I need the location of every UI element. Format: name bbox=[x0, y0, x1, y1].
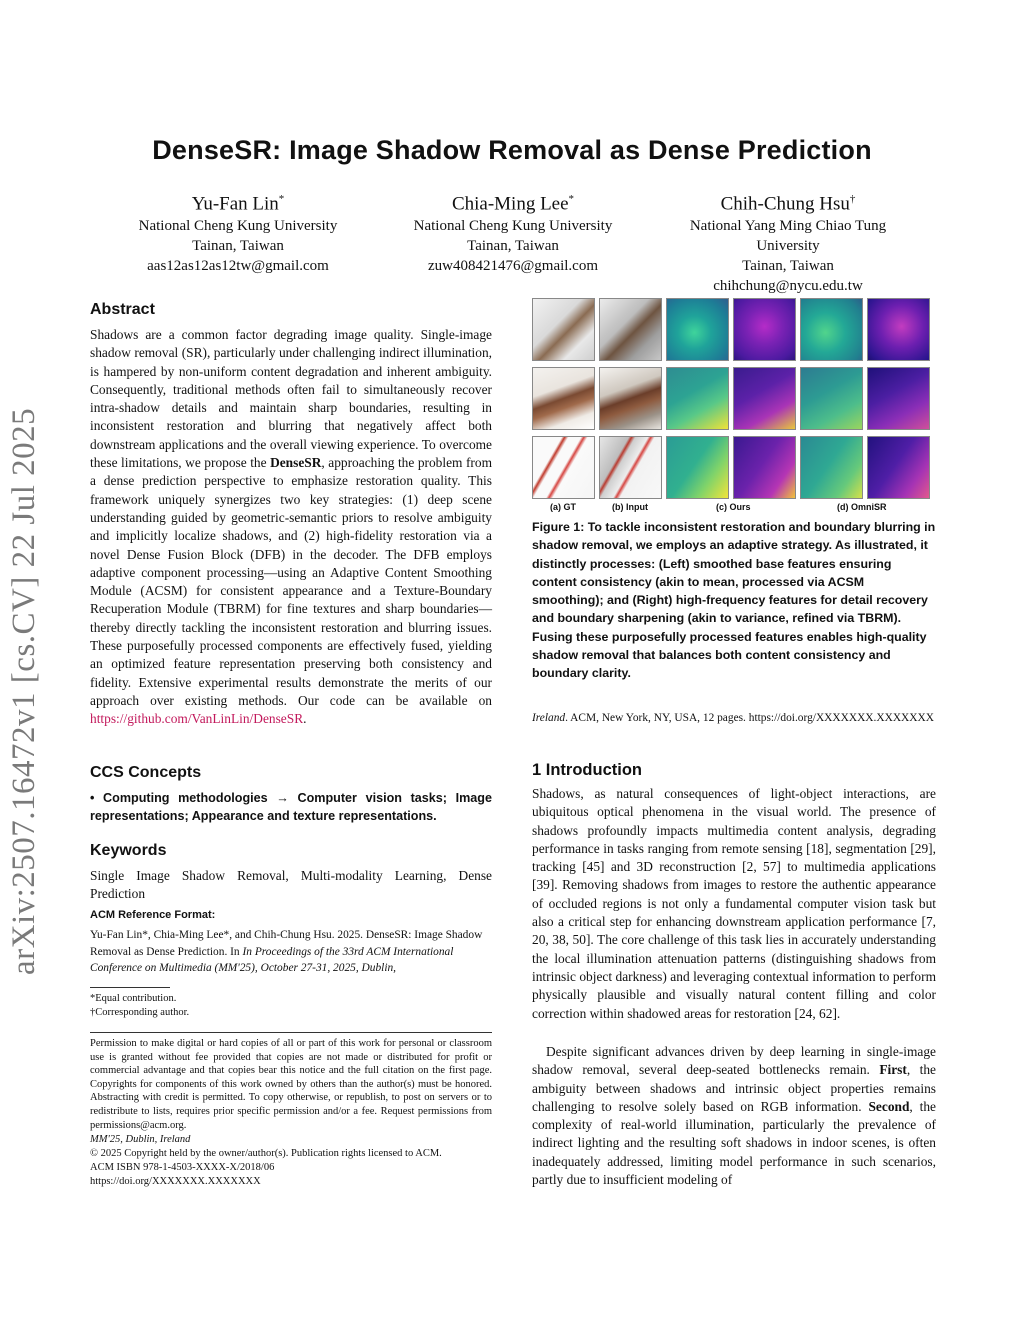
input-image bbox=[599, 436, 662, 499]
figure-label-ours: (c) Ours bbox=[716, 502, 751, 512]
author-name: Yu-Fan Lin bbox=[191, 193, 279, 215]
figure-label-omnisr: (d) OmniSR bbox=[837, 502, 887, 512]
keywords-heading: Keywords bbox=[90, 842, 167, 859]
figure-label-input: (b) Input bbox=[612, 502, 648, 512]
acm-ref-heading: ACM Reference Format: bbox=[90, 909, 216, 921]
intro-p2-text: Despite significant advances driven by deep learning in single-image shadow removal, several deep-seated bottlenecks remain. bbox=[532, 1044, 936, 1078]
author-affiliation: National Cheng Kung University bbox=[138, 218, 338, 235]
author-location: Tainan, Taiwan bbox=[467, 238, 559, 255]
ours-detail-map bbox=[733, 298, 796, 361]
method-name: DenseSR bbox=[270, 455, 322, 471]
ours-smoothed-map bbox=[666, 436, 729, 499]
footnote-corresponding: †Corresponding author. bbox=[90, 1007, 190, 1018]
omnisr-detail-map bbox=[867, 436, 930, 499]
author-location: Tainan, Taiwan bbox=[192, 238, 284, 255]
copyright: © 2025 Copyright held by the owner/author(s). Publication rights licensed to ACM. bbox=[90, 1148, 442, 1159]
omnisr-detail-map bbox=[867, 367, 930, 430]
author-affiliation: National Cheng Kung University bbox=[413, 218, 613, 235]
author-mark: * bbox=[568, 193, 575, 205]
ours-detail-map bbox=[733, 367, 796, 430]
author-name: Chih-Chung Hsu bbox=[720, 193, 850, 215]
input-image bbox=[599, 367, 662, 430]
abstract-heading: Abstract bbox=[90, 301, 155, 318]
code-link[interactable]: https://github.com/VanLinLin/DenseSR bbox=[90, 711, 304, 727]
author-block-2 bbox=[383, 187, 643, 276]
ours-smoothed-map bbox=[666, 298, 729, 361]
acm-ref-continued bbox=[532, 710, 936, 727]
keywords-text: Single Image Shadow Removal, Multi-modality Learning, Dense Prediction bbox=[90, 868, 492, 902]
omnisr-smoothed-map bbox=[800, 367, 863, 430]
paper-title: DenseSR: Image Shadow Removal as Dense Prediction bbox=[152, 135, 872, 165]
ccs-concepts: • Computing methodologies → Computer vision tasks; Image representations; Appearance and texture representations. bbox=[90, 791, 492, 824]
omnisr-smoothed-map bbox=[800, 436, 863, 499]
author-name: Chia-Ming Lee bbox=[451, 193, 569, 215]
author-location: Tainan, Taiwan bbox=[742, 258, 834, 275]
intro-second: Second bbox=[868, 1098, 910, 1114]
doi[interactable]: https://doi.org/XXXXXXX.XXXXXXX bbox=[90, 1176, 261, 1187]
author-email[interactable]: chihchung@nycu.edu.tw bbox=[713, 278, 863, 295]
abstract-body bbox=[90, 326, 492, 729]
intro-p4-text: , the complexity of real-world illumination, particularly the prevalence of indirect lighting and the resulting soft shadows in indoor scenes, is often inadequately addressed, limiting model performance in such scenarios, partly due to insufficient modeling of bbox=[532, 1098, 936, 1188]
omnisr-smoothed-map bbox=[800, 298, 863, 361]
ref-location: Ireland bbox=[532, 712, 566, 724]
author-affiliation-cont: University bbox=[756, 238, 820, 255]
input-image bbox=[599, 298, 662, 361]
ours-detail-map bbox=[733, 436, 796, 499]
author-block-1 bbox=[108, 187, 368, 276]
abstract-text-b: , approaching the problem from a dense prediction perspective to emphasize restoration quality. This framework uniquely synergizes two key strategies: (1) deep scene understanding guided by geometric-semantic priors to resolve ambiguity and implicitly localize shadows, and (2) high-fidelity restoration via a novel Dense Fusion Block (DFB) in the decoder. The DFB employs adaptive component processing—using an Adaptive Content Smoothing Module (ACSM) for consistent appearance and a Texture-Boundary Recuperation Module (TBRM) for fine textures and sharp boundaries—thereby directly tackling the inconsistent restoration and blurring issues. These purposefully processed components are effectively fused, yielding an optimized feature representation preserving both consistency and fidelity. Extensive experimental results demonstrate the merits of our approach over existing methods. Our code can be available on bbox=[90, 455, 492, 708]
gt-image bbox=[532, 367, 595, 430]
author-affiliation: National Yang Ming Chiao Tung bbox=[689, 218, 887, 235]
intro-paragraph-2 bbox=[532, 1043, 936, 1189]
ref-details: . ACM, New York, NY, USA, 12 pages. https://doi.org/XXXXXXX.XXXXXXX bbox=[565, 712, 934, 724]
figure-caption: Figure 1: To tackle inconsistent restoration and boundary blurring in shadow removal, we employs an adaptive strategy. As illustrated, it distinctly processes: (Left) smoothed base features ensuring content consistency (akin to mean, processed via ACSM smoothing); and (Right) high-frequency features for detail recovery and boundary sharpening (akin to variance, refined via TBRM). Fusing these purposefully processed features enables high-quality shadow removal that balances both content consistency and boundary clarity. bbox=[532, 520, 936, 681]
abstract-end: . bbox=[303, 711, 307, 727]
omnisr-detail-map bbox=[867, 298, 930, 361]
figure-1-grid bbox=[532, 298, 936, 500]
author-block-3 bbox=[658, 187, 918, 296]
venue: MM'25, Dublin, Ireland bbox=[90, 1134, 191, 1145]
section-heading-introduction: 1 Introduction bbox=[532, 761, 642, 779]
gt-image bbox=[532, 436, 595, 499]
intro-paragraph-1: Shadows, as natural consequences of light-object interactions, are ubiquitous optical phenomena in the visual world. The presence of shadows profoundly impacts multimedia content analysis, degrading performance in tasks ranging from remote sensing [18], segmentation [29], tracking [45] and 3D reconstruction [2, 57] to multimedia applications [39]. Removing shadows from images to restore the authentic appearance of occluded regions is not only a fundamental computer vision task but also a critical step for enhancing downstream application performance [7, 20, 38, 50]. The core challenge of this task lies in accurately understanding the local illumination attenuation patterns (distinguishing shadows from intrinsic object darkness) and leveraging contextual information to perform physically plausible and visually natural content filling and color correction within shadowed areas for restoration [24, 62]. bbox=[532, 786, 936, 1021]
acm-ref-text bbox=[90, 927, 492, 977]
footnote-equal: *Equal contribution. bbox=[90, 993, 177, 1004]
permission-rule bbox=[90, 1032, 492, 1033]
author-mark: * bbox=[278, 193, 285, 205]
ccs-heading: CCS Concepts bbox=[90, 764, 202, 781]
figure-label-gt: (a) GT bbox=[550, 502, 576, 512]
author-email[interactable]: aas12as12as12tw@gmail.com bbox=[147, 258, 329, 275]
ours-smoothed-map bbox=[666, 367, 729, 430]
author-mark: † bbox=[849, 193, 856, 205]
intro-first: First bbox=[879, 1062, 907, 1078]
acm-ref-body: Yu-Fan Lin*, Chia-Ming Lee*, and Chih-Chung Hsu. 2025. DenseSR: Image Shadow Removal as Dense Prediction. In bbox=[90, 929, 483, 958]
footnote-rule bbox=[90, 987, 170, 988]
isbn: ACM ISBN 978-1-4503-XXXX-X/2018/06 bbox=[90, 1162, 275, 1173]
permission-notice: Permission to make digital or hard copies of all or part of this work for personal or classroom use is granted without fee provided that copies are not made or distributed for profit or commercial advantage and that copies bear this notice and the full citation on the first page. Copyrights for components of this work owned by others than the author(s) must be honored. Abstracting with credit is permitted. To copy otherwise, or republish, to post on servers or to redistribute to lists, requires prior specific permission and/or a fee. Request permissions from permissions@acm.org. bbox=[90, 1038, 492, 1131]
gt-image bbox=[532, 298, 595, 361]
intro-p3-text: , the ambiguity between shadows and intrinsic object properties remains challenging to resolve solely based on RGB information. bbox=[532, 1062, 936, 1114]
abstract-text-a: Shadows are a common factor degrading image quality. Single-image shadow removal (SR), particularly under challenging indirect illumination, is hampered by non-uniform content degradation and inherent ambiguity. Consequently, traditional methods often fail to simultaneously recover intra-shadow details and maintain sharp boundaries, resulting in inconsistent restoration and blurring that negatively affect both downstream applications and the overall viewing experience. To overcome these limitations, we propose the bbox=[90, 327, 492, 471]
author-email[interactable]: zuw408421476@gmail.com bbox=[427, 258, 599, 275]
acm-ref-venue: In Proceedings of the 33rd ACM International Conference on Multimedia (MM'25), October 27-31, 2025, Dublin, bbox=[90, 945, 454, 975]
arxiv-identifier: arXiv:2507.16472v1 [cs.CV] 22 Jul 2025 bbox=[6, 407, 42, 975]
